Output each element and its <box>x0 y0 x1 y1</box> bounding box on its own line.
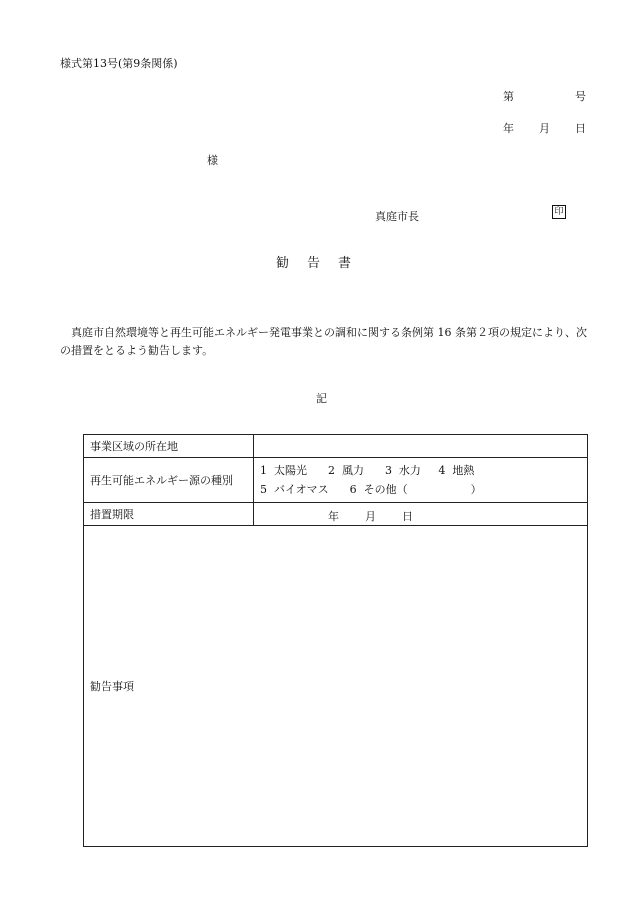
period-year-label: 年 <box>328 510 339 523</box>
document-title: 勧告書 <box>276 256 370 271</box>
energy-type-label: 再生可能エネルギー源の種別 <box>84 458 254 503</box>
table-row-period <box>84 503 588 526</box>
location-label: 事業区域の所在地 <box>84 435 254 458</box>
table-row-energy-type <box>84 458 588 503</box>
period-label: 措置期限 <box>84 503 254 526</box>
date-day-label: 日 <box>575 122 586 135</box>
period-day-label: 日 <box>402 510 413 523</box>
addressee-suffix: 様 <box>207 154 218 167</box>
energy-type-line-1: 1 太陽光 2 風力 3 水力 4 地熱 <box>260 464 475 477</box>
document-number-label: 第 <box>503 90 514 103</box>
date-year-label: 年 <box>503 122 514 135</box>
period-value <box>254 503 588 526</box>
matters-cell <box>84 526 588 847</box>
document-number-suffix: 号 <box>575 90 586 103</box>
energy-type-line-2: 5 バイオマス 6 その他（ ） <box>260 483 482 496</box>
period-month-label: 月 <box>365 510 376 523</box>
date-month-label: 月 <box>539 122 550 135</box>
table-row-matters <box>84 526 588 847</box>
seal-mark: 印 <box>552 205 566 219</box>
recommendation-form-table <box>83 434 588 847</box>
ki-heading: 記 <box>316 392 327 405</box>
issuer-title: 真庭市長 <box>375 210 419 223</box>
table-row-location <box>84 435 588 458</box>
matters-label: 勧告事項 <box>90 680 134 693</box>
form-number: 様式第13号(第9条関係) <box>60 57 178 70</box>
energy-type-options <box>254 458 588 503</box>
body-text: 真庭市自然環境等と再生可能エネルギー発電事業との調和に関する条例第 16 条第２項の規定により、次の措置をとるよう勧告します。 <box>60 326 587 357</box>
location-value <box>254 435 588 458</box>
